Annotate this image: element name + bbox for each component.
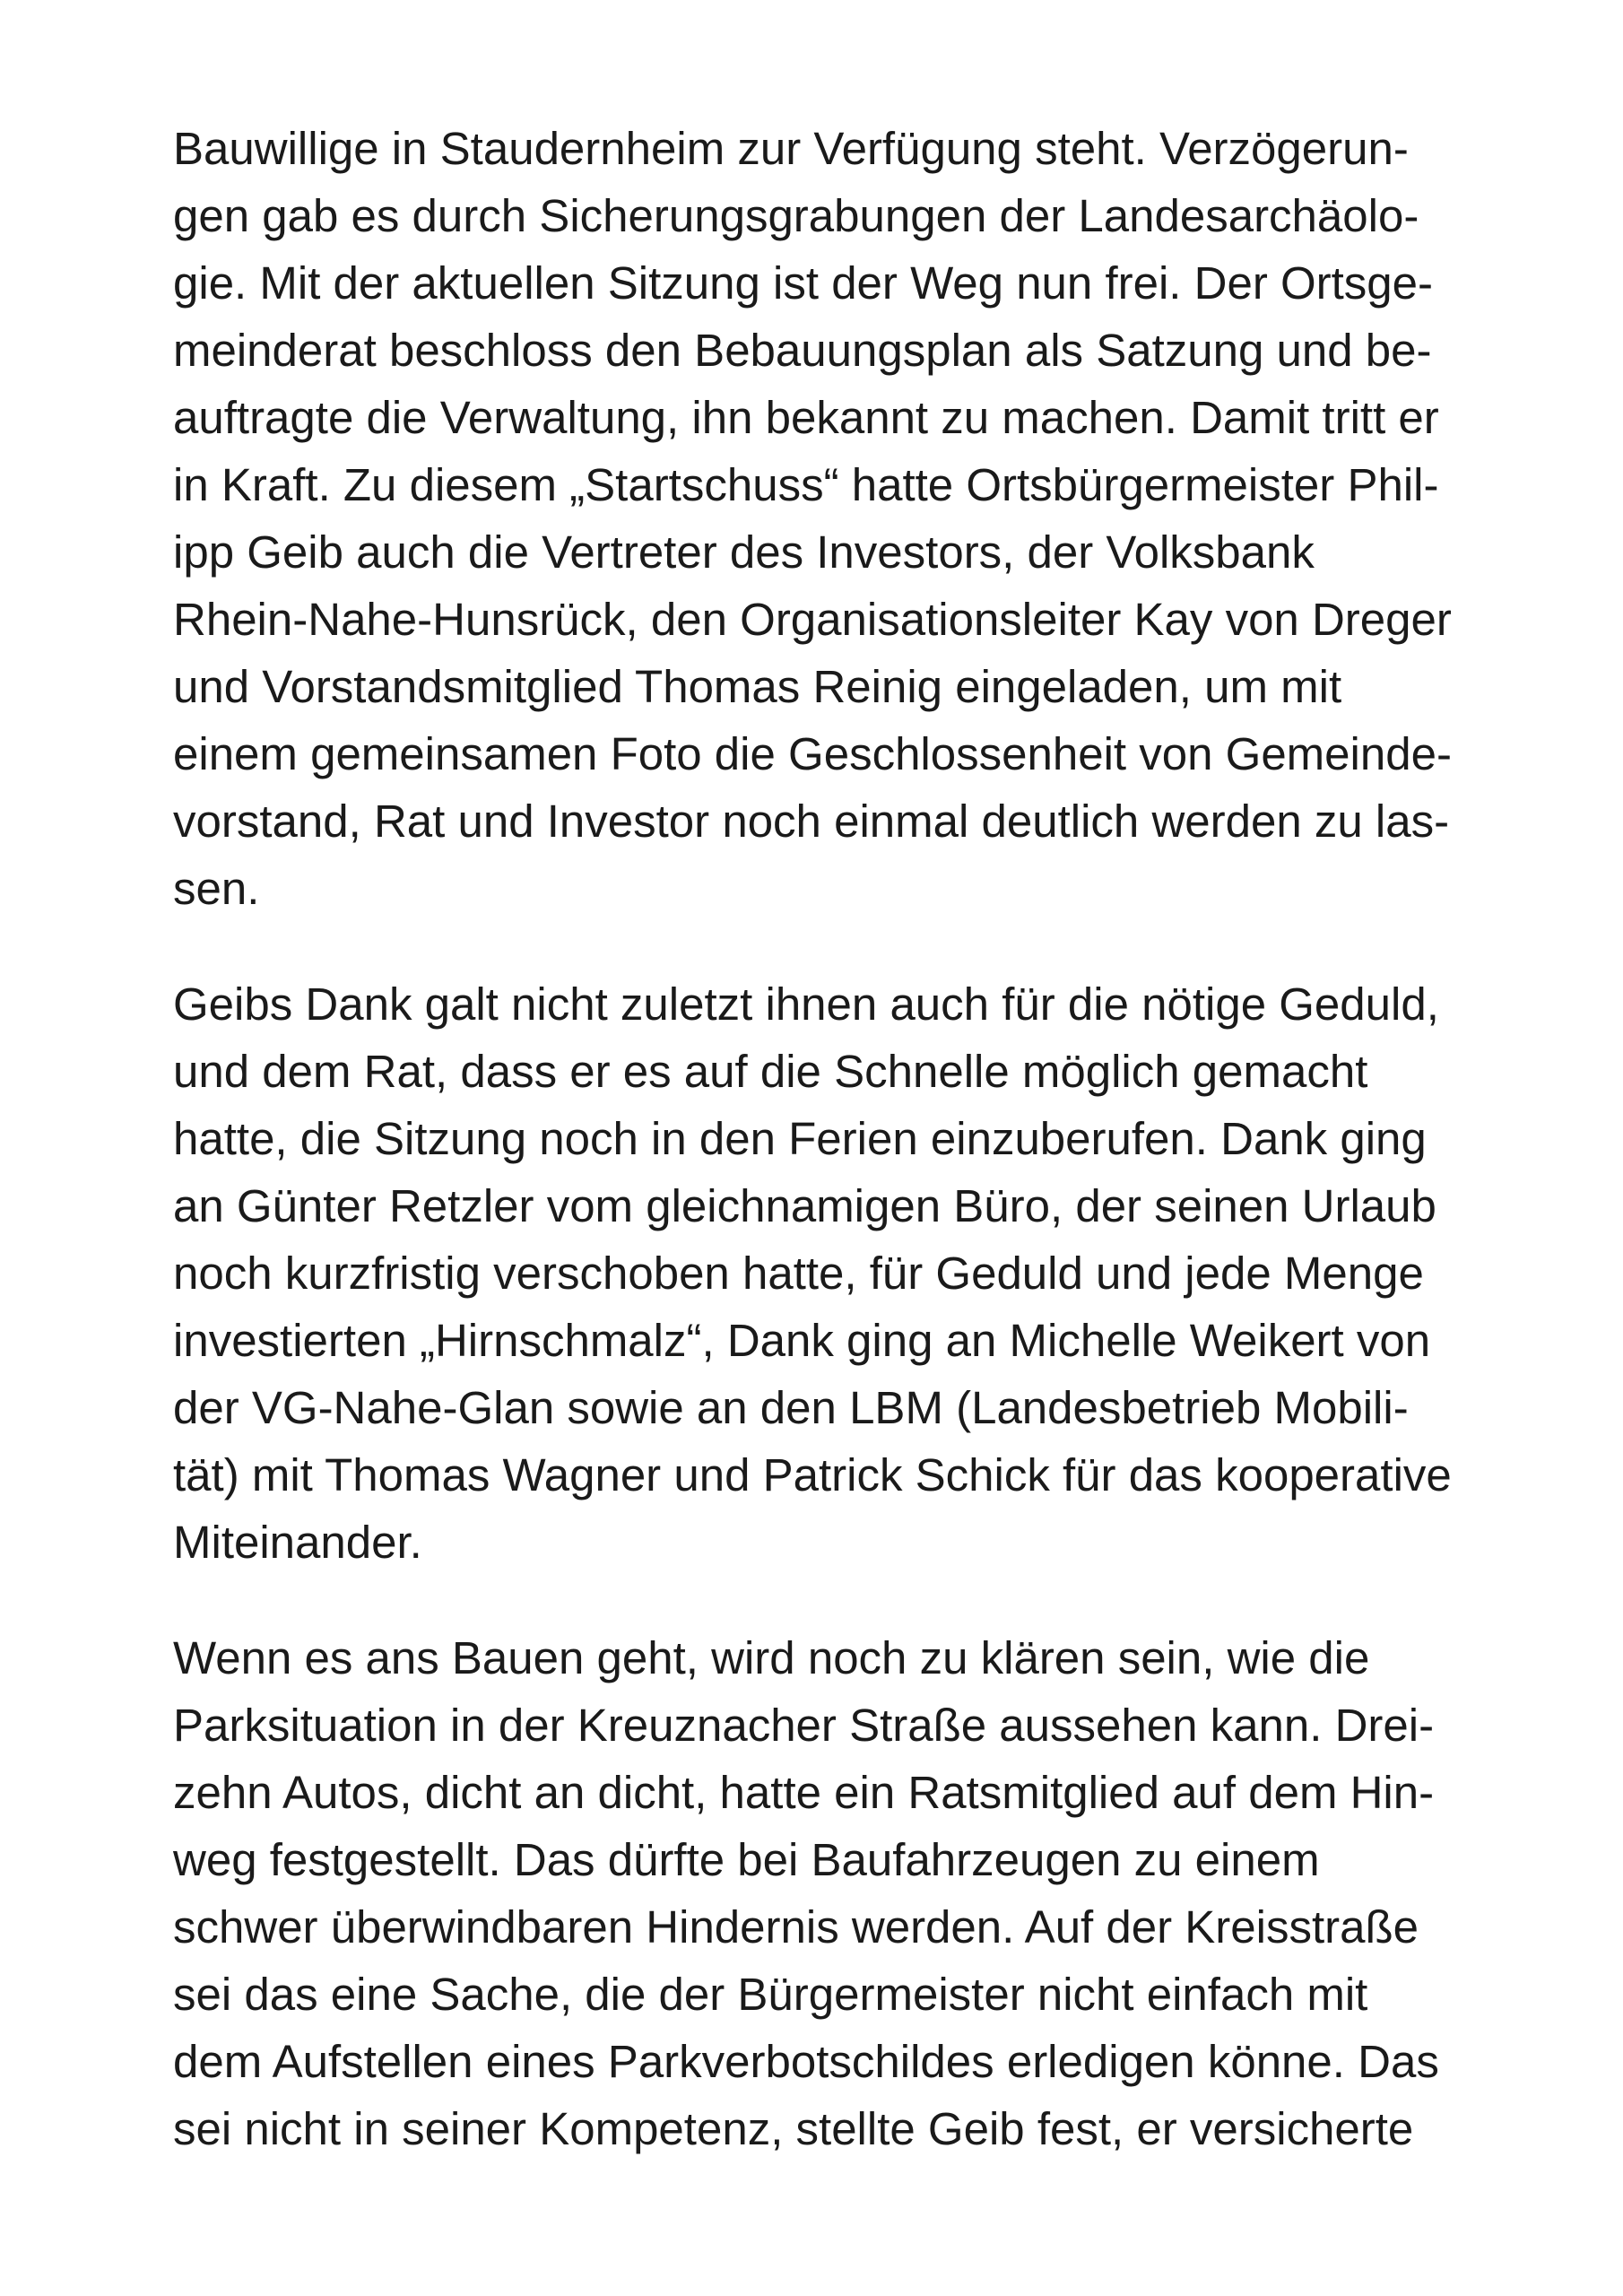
text-line: schwer überwindbaren Hindernis werden. Auf der Kreisstraße (173, 1901, 1419, 1952)
paragraph-1 (173, 115, 1473, 922)
paragraph-2 (173, 970, 1473, 1576)
text-line: gie. Mit der aktuellen Sitzung ist der Weg nun frei. Der Ortsge- (173, 257, 1434, 309)
text-line: einem gemeinsamen Foto die Geschlossenheit von Gemeinde- (173, 728, 1452, 779)
text-line: vorstand, Rat und Investor noch einmal deutlich werden zu las- (173, 796, 1450, 847)
text-line: dem Aufstellen eines Parkverbotschildes erledigen könne. Das (173, 2036, 1439, 2087)
article-body (173, 115, 1473, 2162)
text-line: hatte, die Sitzung noch in den Ferien einzuberufen. Dank ging (173, 1113, 1427, 1164)
paragraph-3 (173, 1624, 1473, 2162)
text-line: der VG-Nahe-Glan sowie an den LBM (Landesbetrieb Mobili- (173, 1382, 1409, 1433)
text-line: und Vorstandsmitglied Thomas Reinig eingeladen, um mit (173, 661, 1342, 712)
text-line: weg festgestellt. Das dürfte bei Baufahrzeugen zu einem (173, 1834, 1320, 1885)
text-line: in Kraft. Zu diesem „Startschuss“ hatte Ortsbürgermeister Phil- (173, 459, 1439, 510)
text-line: Parksituation in der Kreuznacher Straße aussehen kann. Drei- (173, 1700, 1435, 1751)
text-line: ipp Geib auch die Vertreter des Investors, der Volksbank (173, 526, 1315, 578)
text-line: sen. (173, 863, 260, 914)
text-line: an Günter Retzler vom gleichnamigen Büro, der seinen Urlaub (173, 1180, 1436, 1231)
text-line: auftragte die Verwaltung, ihn bekannt zu machen. Damit tritt er (173, 392, 1439, 443)
text-line: meinderat beschloss den Bebauungsplan als Satzung und be- (173, 325, 1432, 376)
text-line: zehn Autos, dicht an dicht, hatte ein Ratsmitglied auf dem Hin- (173, 1767, 1435, 1818)
text-line: Bauwillige in Staudernheim zur Verfügung steht. Verzögerun- (173, 123, 1409, 174)
text-line: Geibs Dank galt nicht zuletzt ihnen auch für die nötige Geduld, (173, 978, 1439, 1030)
text-line: sei nicht in seiner Kompetenz, stellte Geib fest, er versicherte (173, 2103, 1414, 2154)
text-line: noch kurzfristig verschoben hatte, für Geduld und jede Menge (173, 1248, 1424, 1299)
text-line: Rhein-Nahe-Hunsrück, den Organisationsleiter Kay von Dreger (173, 594, 1452, 645)
text-line: sei das eine Sache, die der Bürgermeister nicht einfach mit (173, 1969, 1368, 2020)
text-line: tät) mit Thomas Wagner und Patrick Schick für das kooperative (173, 1449, 1452, 1500)
text-line: gen gab es durch Sicherungsgrabungen der Landesarchäolo- (173, 190, 1419, 241)
text-line: investierten „Hirnschmalz“, Dank ging an Michelle Weikert von (173, 1315, 1431, 1366)
text-line: Wenn es ans Bauen geht, wird noch zu klären sein, wie die (173, 1632, 1370, 1683)
text-line: Miteinander. (173, 1517, 422, 1568)
text-line: und dem Rat, dass er es auf die Schnelle möglich gemacht (173, 1046, 1368, 1097)
